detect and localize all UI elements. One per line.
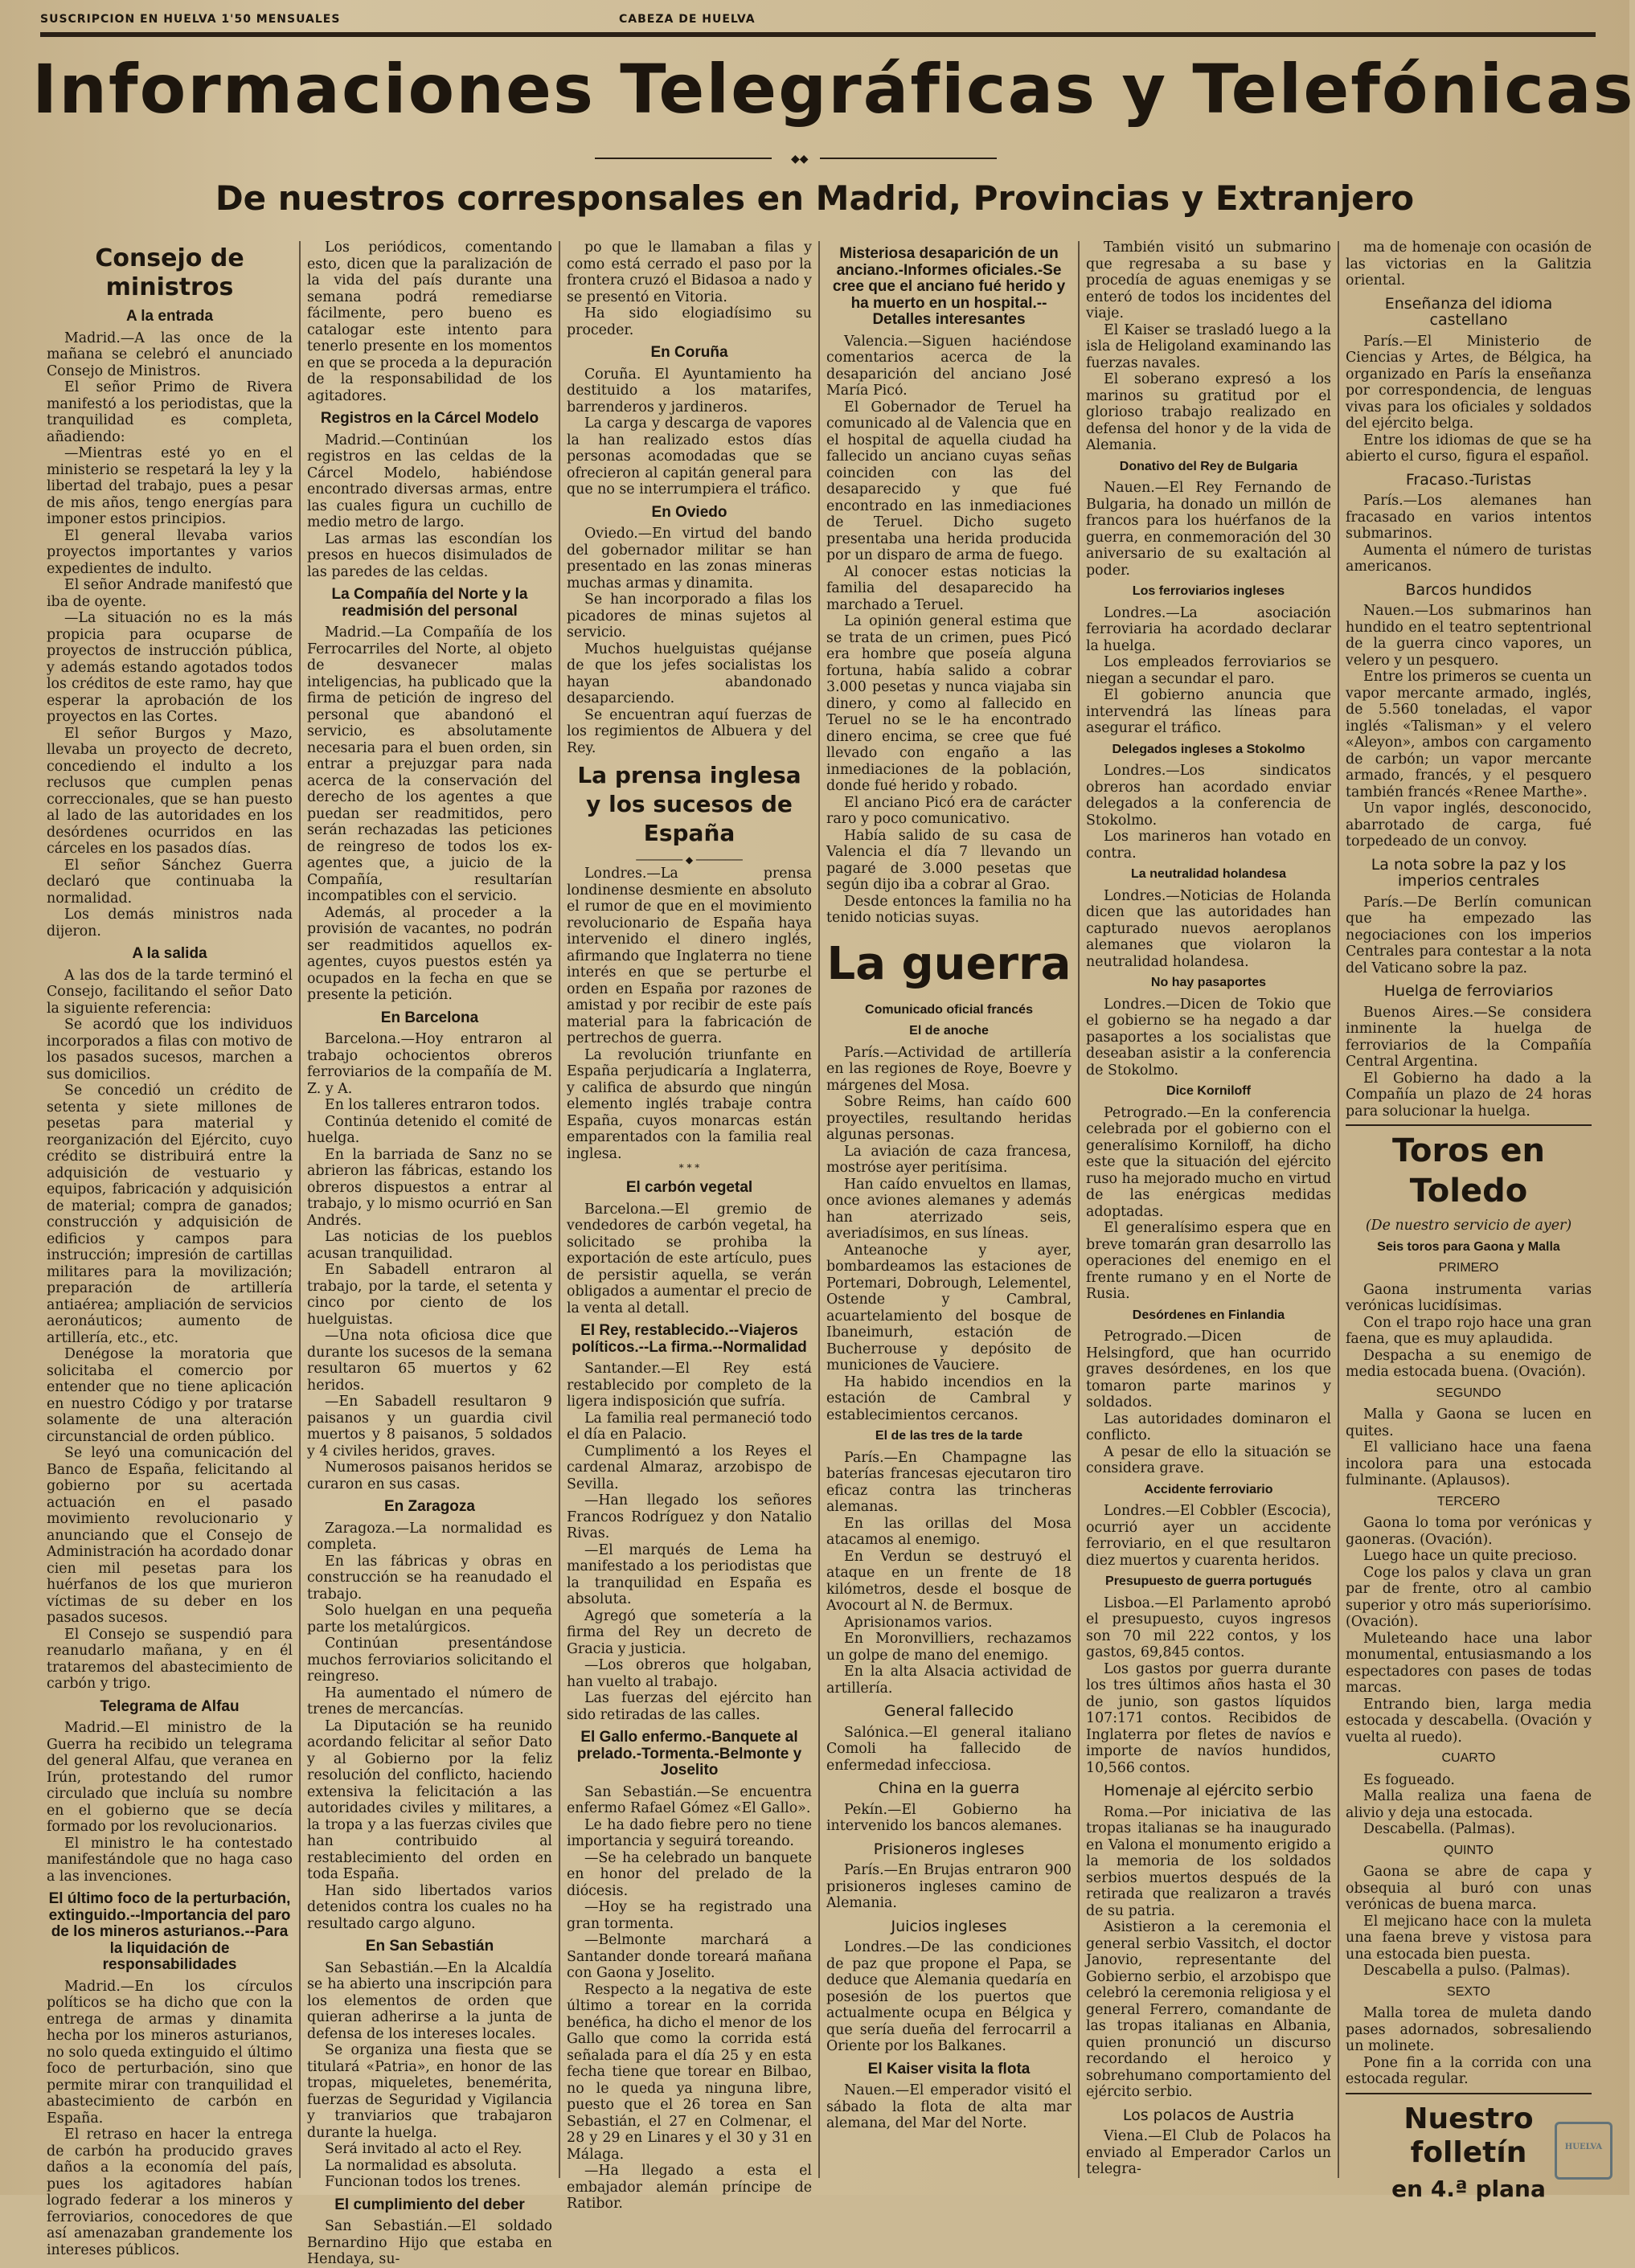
paragraph: El ministro le ha contestado manifestándole que no haga caso a las invenciones.	[47, 1835, 293, 1885]
paragraph: Las fuerzas del ejército han sido retiradas de las calles.	[567, 1690, 812, 1723]
column-rule	[1338, 241, 1339, 2178]
paragraph: Coge los palos y clava un gran par de frente, otro al cambio superior y otro más superiorísimo. (Ovación).	[1346, 1564, 1592, 1630]
column-rule	[559, 241, 560, 2178]
paragraph: Denégose la moratoria que solicitaba el comercio por entender que no tiene aplicación en nuestro Código y por tratarse solamente de una alteración circunstancial de orden público.	[47, 1346, 293, 1445]
paragraph: San Sebastián.—Se encuentra enfermo Rafael Gómez «El Gallo».	[567, 1783, 812, 1816]
paragraph: Han sido libertados varios detenidos contra los cuales no ha resultado cargo alguno.	[307, 1882, 552, 1932]
paragraph: A las dos de la tarde terminó el Consejo, facilitando el señor Dato la siguiente referencia:	[47, 967, 293, 1017]
paragraph: Entrando bien, larga media estocada y descabella. (Ovación y vuelta al ruedo).	[1346, 1696, 1592, 1746]
section-heading: En San Sebastián	[365, 1938, 494, 1955]
section-heading: En Barcelona	[380, 1009, 479, 1026]
paragraph: En la alta Alsacia actividad de artillería.	[826, 1664, 1072, 1697]
column-5	[1086, 239, 1331, 2184]
section-heading: No hay pasaportes	[1150, 976, 1267, 989]
section-heading: Desórdenes en Finlandia	[1132, 1308, 1285, 1322]
paragraph: Sobre Reims, han caído 600 proyectiles, resultando heridas algunas personas.	[826, 1094, 1072, 1143]
separator: ──────── ◆ ────────	[636, 854, 743, 866]
section-heading: Seis toros para Gaona y Malla	[1377, 1239, 1560, 1254]
section-heading: El de las tres de la tarde	[875, 1429, 1023, 1443]
paragraph: Roma.—Por iniciativa de las tropas italianas se ha inaugurado en Valona el monumento erigido a la memoria de los soldados serbios muertos después de la retirada que realizaron a través de su patria.	[1086, 1803, 1331, 1919]
paragraph: Ha habido incendios en la estación de Cambral y establecimientos cercanos.	[826, 1373, 1072, 1423]
paragraph: Londres.—La asociación ferroviaria ha acordado declarar la huelga.	[1086, 604, 1331, 654]
top-line	[40, 11, 1592, 32]
paragraph: En los talleres entraron todos.	[325, 1097, 540, 1113]
paragraph: Entre los idiomas de que se ha abierto el curso, figura el español.	[1346, 432, 1592, 465]
paragraph: El retraso en hacer la entrega de carbón ha producido graves daños a la economía del país, pues los agitadores habían logrado federar a los mineros y ferroviarios, conocedores de que así amenazaban grandemente los intereses públicos.	[47, 2127, 293, 2258]
paragraph: Oviedo.—En virtud del bando del gobernador militar se han presentado en las zonas mineras muchas armas y dinamita.	[567, 526, 812, 592]
paragraph: —Han llegado los señores Francos Rodríguez y don Natalio Rivas.	[567, 1492, 812, 1541]
column-rule	[1078, 241, 1080, 2178]
paragraph: —Mientras esté yo en el ministerio se respetará la ley y la libertad del trabajo, pues a pesar de mis años, tengo energías para imponer estos principios.	[47, 445, 293, 527]
section-heading: El Kaiser visita la flota	[867, 2060, 1031, 2078]
paragraph: El señor Burgos y Mazo, llevaba un proyecto de decreto, concediendo el indulto a los reclusos que cumplen penas correccionales, que se han puesto al lado de las autoridades en los desórdenes ocurridos en las cárceles en los pasados días.	[47, 725, 293, 857]
paragraph: El Gobernador de Teruel ha comunicado al de Valencia que en el hospital de aquella ciudad ha fallecido un anciano cuyas señas coinciden con las del desaparecido y que fué encontrado en las inmediaciones de Teruel. Dicho sugeto presentaba una herida producida por un disparo de arma de fuego.	[826, 399, 1072, 563]
section-heading: En Coruña	[650, 344, 728, 361]
paragraph: Valencia.—Siguen haciéndose comentarios acerca de la desaparición del anciano José María Picó.	[826, 333, 1072, 399]
masthead-title: Informaciones Telegráficas y Telefónicas	[32, 50, 1635, 129]
section-heading: CUARTO	[1441, 1751, 1496, 1765]
section-heading: China en la guerra	[878, 1779, 1020, 1797]
paragraph: Madrid.—A las once de la mañana se celebró el anunciado Consejo de Ministros.	[47, 330, 293, 379]
paragraph: —El marqués de Lema ha manifestado a los periodistas que la tranquilidad en España es absoluta.	[567, 1541, 812, 1607]
article-title: Consejo de ministros	[95, 244, 244, 301]
paragraph: Con el trapo rojo hace una gran faena, que es muy aplaudida.	[1346, 1314, 1592, 1347]
section-heading: TERCERO	[1436, 1494, 1501, 1509]
paragraph: Despacha a su enemigo de media estocada buena. (Ovación).	[1346, 1347, 1592, 1380]
paragraph: Entre los primeros se cuenta un vapor mercante armado, inglés, de 5.560 toneladas, el vapor inglés «Talisman» y el velero «Aleyon», ambos con cargamento de carbón; un vapor mercante armado, francés, y el pesquero también francés «Renee Marthe».	[1346, 669, 1592, 800]
paragraph: En Verdun se destruyó el ataque en un frente de 18 kilómetros, desde el bosque de Avocourt al N. de Bermux.	[826, 1548, 1072, 1614]
paragraph: Las autoridades dominaron el conflicto.	[1086, 1410, 1331, 1443]
paragraph: Malla realiza una faena de alivio y deja una estocada.	[1346, 1788, 1592, 1821]
divider	[1346, 1124, 1592, 1126]
column-4	[826, 239, 1072, 2184]
paragraph: Malla y Gaona se lucen en quites.	[1346, 1406, 1592, 1439]
paragraph: A pesar de ello la situación se considera grave.	[1086, 1443, 1331, 1476]
paragraph: —La situación no es la más propicia para ocuparse de proyectos de instrucción pública, y además estando agotados todos los créditos de este ramo, hay que esperar la aprobación de los proyectos en las Cortes.	[47, 610, 293, 725]
section-heading: La nota sobre la paz y los imperios centrales	[1371, 855, 1567, 890]
paragraph: Las armas las escondían los presos en huecos disimulados de las paredes de las celdas.	[307, 530, 552, 580]
paragraph: En las orillas del Mosa atacamos al enemigo.	[826, 1515, 1072, 1548]
section-heading: Comunicado oficial francés	[865, 1002, 1033, 1017]
section-heading: El cumplimiento del deber	[334, 2196, 525, 2213]
section-heading: A la entrada	[125, 308, 214, 325]
section-heading: Presupuesto de guerra portugués	[1105, 1574, 1312, 1588]
paragraph: Madrid.—La Compañía de los Ferrocarriles del Norte, al objeto de desvanecer malas inteligencias, ha publicado que la firma de petición de ingreso del personal que abandonó el servicio, es absolutamente necesaria para el buen orden, sin entrar a prejuzgar para nada acerca de la conservación del derecho de los agentes a que puedan ser readmitidos, pero serán rechazadas las peticiones de reingreso de todos los ex-agentes que, a juicio de la Compañía, resultarían incompatibles con el servicio.	[307, 624, 552, 904]
paragraph: —Los obreros que holgaban, han vuelto al trabajo.	[567, 1657, 812, 1690]
article-title: La prensa inglesa y los sucesos de España	[577, 762, 801, 846]
column-2	[307, 239, 552, 2267]
subscription-info: SUSCRIPCION EN HUELVA 1'50 MENSUALES	[40, 13, 341, 26]
paragraph: Continúa detenido el comité de huelga.	[307, 1113, 552, 1146]
section-heading: En Zaragoza	[384, 1498, 475, 1515]
paragraph: po que le llamaban a filas y como está cerrado el paso por la frontera cruzó el Bidasoa a nado y se presentó en Vitoria.	[567, 239, 812, 305]
paragraph: El mejicano hace con la muleta una faena breve y vistosa para una estocada bien puesta.	[1346, 1913, 1592, 1963]
paragraph: Se leyó una comunicación del Banco de España, felicitando al gobierno por su acertada actuación en el pasado movimiento revolucionario y anunciando que el Consejo de Administración ha acordado donar cien mil pesetas para los huérfanos de los que murieron víctimas de su deber en los pasados sucesos.	[47, 1445, 293, 1626]
paragraph: Un vapor inglés, desconocido, abarrotado de carga, fué torpedeado de un convoy.	[1346, 800, 1592, 849]
paragraph: Lisboa.—El Parlamento aprobó el presupuesto, cuyos ingresos son 70 mil 222 contos, y los gastos, 69,845 contos.	[1086, 1595, 1331, 1660]
column-rule	[818, 241, 820, 2178]
column-rule	[299, 241, 301, 2178]
paragraph: Se acordó que los individuos incorporados a filas con motivo de los pasados sucesos, marchen a sus domicilios.	[47, 1017, 293, 1083]
paragraph: Los periódicos, comentando esto, dicen que la paralización de la vida del país durante una semana podrá remediarse fácilmente, pero bueno es catalogar este intento para tenerlo presente en los momentos en que se proceda a la depuración de la responsabilidad de los agitadores.	[307, 239, 552, 404]
paragraph: En la barriada de Sanz no se abrieron las fábricas, estando los obreros dispuestos a entrar al trabajo, y lo mismo ocurrió en San Andrés.	[307, 1146, 552, 1229]
section-heading: El Rey, restablecido.--Viajeros políticos.--La firma.--Normalidad	[572, 1322, 807, 1356]
section-heading: A la salida	[132, 945, 207, 962]
masthead-label: CABEZA DE HUELVA	[619, 13, 756, 26]
section-heading: QUINTO	[1444, 1843, 1494, 1857]
paragraph: Madrid.—En los círculos políticos se ha dicho que con la entrega de armas y dinamita hecha por los mineros asturianos, no solo queda extinguido el último foco de perturbación, sino que permite mirar con tranquilidad el abastecimiento de carbón en España.	[47, 1978, 293, 2127]
paragraph: Cumplimentó a los Reyes el cardenal Almaraz, arzobispo de Sevilla.	[567, 1443, 812, 1492]
paragraph: En Sabadell entraron al trabajo, por la tarde, el setenta y cinco por ciento de los huelguistas.	[307, 1262, 552, 1328]
section-heading: El Gallo enfermo.-Banquete al prelado.-Tormenta.-Belmonte y Joselito	[576, 1729, 802, 1779]
paragraph: Será invitado al acto el Rey.	[325, 2141, 522, 2157]
divider	[1346, 2093, 1592, 2094]
section-heading: Los polacos de Austria	[1122, 2106, 1295, 2124]
paragraph: El señor Andrade manifestó que iba de oyente.	[47, 577, 293, 610]
section-heading: En Oviedo	[651, 503, 727, 521]
paragraph: El Consejo se suspendió para reanudarlo mañana, y en él trataremos del abastecimiento de carbón y trigo.	[47, 1626, 293, 1692]
paragraph: Es fogueado.	[1363, 1771, 1455, 1788]
paragraph: La opinión general estima que se trata de un crimen, pues Picó era hombre que poseía alguna fortuna, había salido a cobrar 3.000 pesetas y nunca viajaba sin dinero, y como al fallecido en Teruel no se le ha encontrado dinero encima, se cree que fué llevado con engaño a las inmediaciones de la población, donde fué herido y robado.	[826, 613, 1072, 794]
paragraph: Buenos Aires.—Se considera inminente la huelga de ferroviarios de la Compañía Central Argentina.	[1346, 1004, 1592, 1070]
paragraph: Madrid.—Continúan los registros en las celdas de la Cárcel Modelo, habiéndose encontrado diversas armas, entre las cuales figura un cuchillo de medio metro de largo.	[307, 432, 552, 530]
paragraph: Respecto a la negativa de este último a torear en la corrida benéfica, ha dicho el menor de los Gallo que como la corrida está señalada para el día 25 y en esta fecha tiene que torear en Bilbao, no le queda ya ninguna libre, puesto que el 26 torea en San Sebastián, el 27 en Colmenar, el 28 y 29 en Linares y el 30 y 31 en Málaga.	[567, 1981, 812, 2163]
paragraph: Londres.—Los sindicatos obreros han acordado enviar delegados a la conferencia de Stokolmo.	[1086, 763, 1331, 829]
section-heading: SEXTO	[1447, 1984, 1490, 1999]
paragraph: Se organiza una fiesta que se titulará «Patria», en honor de las tropas, miqueletes, benemérita, fuerzas de Seguridad y Vigilancia y tranviarios que trabajaron durante la huelga.	[307, 2042, 552, 2141]
paragraph: Los demás ministros nada dijeron.	[47, 907, 293, 940]
section-heading: PRIMERO	[1438, 1261, 1499, 1275]
paragraph: Las noticias de los pueblos acusan tranquilidad.	[307, 1229, 552, 1262]
paragraph: Asistieron a la ceremonia el general serbio Vassitch, el doctor Janovio, representante del Gobierno serbio, el arzobispo que celebró la ceremonia religiosa y el general Ferrero, comandante de las tropas italianas en Albania, quien pronunció un discurso recordando el heroico y sobrehumano comportamiento del ejército serbio.	[1086, 1919, 1331, 2100]
paragraph: Funcionan todos los trenes.	[325, 2174, 522, 2190]
paragraph: En Moronvilliers, rechazamos un golpe de mano del enemigo.	[826, 1631, 1072, 1664]
paragraph: Descabella. (Palmas).	[1363, 1821, 1515, 1837]
paragraph: Desde entonces la familia no ha tenido noticias suyas.	[826, 893, 1072, 926]
paragraph: San Sebastián.—El soldado Bernardino Hijo que estaba en Hendaya, su-	[307, 2218, 552, 2267]
paragraph: Pone fin a la corrida con una estocada regular.	[1346, 2054, 1592, 2087]
paragraph: Han caído envueltos en llamas, once aviones alemanes y además han aterrizado seis, averiadísimos, en sus líneas.	[826, 1176, 1072, 1242]
paragraph: El generalísimo espera que en breve tomarán gran desarrollo las operaciones del enemigo en el frente rumano y en el Norte de Rusia.	[1086, 1220, 1331, 1302]
section-heading: El carbón vegetal	[625, 1179, 753, 1196]
paragraph: La carga y descarga de vapores la han realizado estos días personas acomodadas que se ofrecieron al capitán general para que no se interrumpiera el tráfico.	[567, 416, 812, 497]
paragraph: —Belmonte marchará a Santander donde toreará mañana con Gaona y Joselito.	[567, 1932, 812, 1981]
paragraph: Londres.—De las condiciones de paz que propone el Papa, se deduce que Alemania quedaría en posesión de los puertos que actualmente ocupa en Bélgica y que sería dueña del ferrocarril a Oriente por los Balkanes.	[826, 1939, 1072, 2054]
section-heading: Homenaje al ejército serbio	[1103, 1782, 1314, 1799]
paragraph: Nauen.—Los submarinos han hundido en el teatro septentrional de la guerra cinco vapores, un velero y un pesquero.	[1346, 603, 1592, 669]
paragraph: Continúan presentándose muchos ferroviarios solicitando el reingreso.	[307, 1635, 552, 1685]
paragraph: Petrogrado.—En la conferencia celebrada por el gobierno con el generalísimo Korniloff, ha dicho este que la situación del ejército ruso ha mejorado mucho en virtud de las enérgicas medidas adoptadas.	[1086, 1104, 1331, 1220]
paragraph: Había salido de su casa de Valencia el día 7 llevando un pagaré de 3.000 pesetas que según dijo iba a cobrar al Grao.	[826, 827, 1072, 893]
paragraph: —Se ha celebrado un banquete en honor del prelado de la diócesis.	[567, 1849, 812, 1899]
paragraph: El gobierno anuncia que intervendrá las líneas para asegurar el tráfico.	[1086, 687, 1331, 736]
paragraph: La Diputación se ha reunido acordando felicitar al señor Dato y al Gobierno por la feliz resolución del conflicto, haciendo extensiva la felicitación a las autoridades civiles y militares, a la tropa y a las fuerzas civiles que han contribuido al restablecimiento del orden en toda España.	[307, 1717, 552, 1882]
section-subtitle: De nuestros corresponsales en Madrid, Provincias y Extranjero	[215, 178, 1415, 218]
paragraph: Salónica.—El general italiano Comoli ha fallecido de enfermedad infecciosa.	[826, 1724, 1072, 1774]
paragraph: Anteanoche y ayer, bombardeamos las estaciones de Portemari, Dobrough, Lelementel, Ostende y Cambral, acuartelamiento del bosque de Ibaneimurh, estación de Bucherrouse y depósito de municiones de Vauciere.	[826, 1242, 1072, 1373]
paragraph: Ha sido elogiadísimo su proceder.	[567, 305, 812, 338]
paragraph: San Sebastián.—En la Alcaldía se ha abierto una inscripción para los elementos de orden que quieran adherirse a la junta de defensa de los intereses locales.	[307, 1959, 552, 2042]
section-heading: Telegrama de Alfau	[100, 1697, 240, 1715]
paragraph: Descabella a pulso. (Palmas).	[1363, 1963, 1571, 1979]
folletin-subtitle: en 4.ª plana	[1391, 2175, 1546, 2202]
paragraph: Muchos huelguistas quéjanse de que los jefes socialistas los hayan abandonado desaparciendo.	[567, 641, 812, 706]
paragraph: Se encuentran aquí fuerzas de los regimientos de Albuera y del Rey.	[567, 706, 812, 756]
paragraph: El valliciano hace una faena incolora para una estocada fulminante. (Aplausos).	[1346, 1439, 1592, 1488]
paragraph: El general llevaba varios proyectos importantes y varios expedientes de indulto.	[47, 527, 293, 577]
paragraph: Luego hace un quite precioso.	[1363, 1548, 1578, 1564]
paragraph: Gaona lo toma por verónicas y gaoneras. (Ovación).	[1346, 1515, 1592, 1548]
paragraph: Barcelona.—El gremio de vendedores de carbón vegetal, ha solicitado se prohiba la exportación de este artículo, pues de persistir aquella, se verán obligados a aumentar el precio de la venta al detall.	[567, 1201, 812, 1316]
paragraph: —Una nota oficiosa dice que durante los sucesos de la semana resultaron 65 muertos y 62 heridos.	[307, 1328, 552, 1394]
section-heading: El último foco de la perturbación, extinguido.--Importancia del paro de los mineros asturianos.--Para la liquidación de responsabilidades	[48, 1890, 291, 1973]
paragraph: Numerosos paisanos heridos se curaron en sus casas.	[307, 1459, 552, 1492]
paragraph: Los marineros han votado en contra.	[1086, 829, 1331, 862]
paragraph: Malla torea de muleta dando pases adornados, sobresaliendo un molinete.	[1346, 2005, 1592, 2054]
paragraph: El Gobierno ha dado a la Compañía un plazo de 24 horas para solucionar la huelga.	[1346, 1070, 1592, 1120]
paragraph: París.—En Champagne las baterías francesas ejecutaron tiro eficaz contra las trincheras alemanas.	[826, 1449, 1072, 1515]
paragraph: La familia real permaneció todo el día en Palacio.	[567, 1410, 812, 1443]
paragraph: Pekín.—El Gobierno ha intervenido los bancos alemanes.	[826, 1801, 1072, 1834]
paragraph: La aviación de caza francesa, mostróse ayer peritísima.	[826, 1143, 1072, 1176]
paragraph: Los empleados ferroviarios se niegan a secundar el paro.	[1086, 654, 1331, 687]
paragraph: —En Sabadell resultaron 9 paisanos y un guardia civil muertos y 8 paisanos, 5 soldados y 4 civiles heridos, graves.	[307, 1394, 552, 1459]
section-heading: La Compañía del Norte y la readmisión del personal	[331, 586, 528, 620]
section-heading: Prisioneros ingleses	[873, 1840, 1025, 1858]
column-3	[567, 239, 812, 2212]
section-heading: Fracaso.-Turistas	[1405, 470, 1532, 489]
section-heading: SEGUNDO	[1436, 1386, 1502, 1400]
paragraph: Muleteando hace una labor monumental, entusiasmando a los espectadores con pases de todas marcas.	[1346, 1630, 1592, 1696]
paragraph: Gaona instrumenta varias verónicas lucidísimas.	[1346, 1281, 1592, 1314]
separator: * * *	[678, 1162, 700, 1173]
paragraph: Coruña. El Ayuntamiento ha destituido a los matarifes, barrenderos y jardineros.	[567, 366, 812, 416]
paragraph: París.—En Brujas entraron 900 prisioneros ingleses camino de Alemania.	[826, 1862, 1072, 1911]
paragraph: —Hoy se ha registrado una gran tormenta.	[567, 1899, 812, 1932]
paragraph: Zaragoza.—La normalidad es completa.	[307, 1520, 552, 1553]
paragraph: El señor Primo de Rivera manifestó a los periodistas, que la tranquilidad es completa, añadiendo:	[47, 379, 293, 445]
subtitle: (De nuestro servicio de ayer)	[1365, 1218, 1572, 1234]
paragraph: París.—El Ministerio de Ciencias y Artes, de Bélgica, ha organizado en París la enseñanza por correspondencia, de lenguas vivas para los oficiales y soldados del ejército belga.	[1346, 333, 1592, 432]
section-heading: Barcos hundidos	[1405, 580, 1532, 599]
paragraph: Londres.—Noticias de Holanda dicen que las autoridades han capturado nuevos aeroplanos alemanes que violaron la neutralidad holandesa.	[1086, 887, 1331, 970]
paragraph: Los gastos por guerra durante los tres últimos años hasta el 30 de junio, son gastos líquidos 107:171 contos. Recibidos de Inglaterra por fletes de navíos e importe de navíos hundidos, 10,566 contos.	[1086, 1660, 1331, 1776]
paragraph: —Ha llegado a esta el embajador alemán príncipe de Ratibor.	[567, 2163, 812, 2212]
paragraph: Londres.—El Cobbler (Escocia), ocurrió ayer un accidente ferroviario, en el que resultaron diez muertos y cuarenta heridos.	[1086, 1503, 1331, 1569]
top-rule	[40, 32, 1596, 37]
paragraph: Petrogrado.—Dicen de Helsingford, que han ocurrido graves desórdenes, en los que tomaron parte marinos y soldados.	[1086, 1328, 1331, 1410]
paragraph: Nauen.—El Rey Fernando de Bulgaria, ha donado un millón de francos para los huérfanos de la guerra, en conmemoración del 30 aniversario de su exaltación al poder.	[1086, 480, 1331, 579]
paragraph: El Kaiser se trasladó luego a la isla de Heligoland examinando las fuerzas navales.	[1086, 321, 1331, 371]
paragraph: Solo huelgan en una pequeña parte los metalúrgicos.	[307, 1603, 552, 1635]
paragraph: Se han incorporado a filas los picadores de minas sujetos al servicio.	[567, 592, 812, 641]
paragraph: Londres.—La prensa londinense desmiente en absoluto el rumor de que en el movimiento revolucionario de España haya intervenido el dinero inglés, afirmando que Inglaterra no tiene interés en que se perturbe el orden en España por razones de amistad y por recibir de este país material para la fabricación de pertrechos de guerra.	[567, 866, 812, 1046]
paragraph: Aprisionamos varios.	[844, 1614, 993, 1631]
paragraph: En las fábricas y obras en construcción se ha reanudado el trabajo.	[307, 1553, 552, 1603]
section-heading: Misteriosa desaparición de un anciano.-Informes oficiales.-Se cree que el anciano fué herido y ha muerto en un hospital.--Detalles interesantes	[832, 245, 1066, 328]
column-6	[1346, 239, 1592, 2202]
paragraph: Nauen.—El emperador visitó el sábado la flota de alta mar alemana, del Mar del Norte.	[826, 2082, 1072, 2131]
section-heading: Enseñanza del idioma castellano	[1384, 294, 1553, 329]
paragraph: El señor Sánchez Guerra declaró que continuaba la normalidad.	[47, 857, 293, 907]
folletin-title: Nuestro folletín	[1403, 2102, 1534, 2169]
paragraph: Londres.—Dicen de Tokio que el gobierno se ha negado a dar pasaportes a los socialistas que deseaban asistir a la conferencia de Stokolmo.	[1086, 996, 1331, 1079]
section-heading: La neutralidad holandesa	[1131, 867, 1286, 881]
section-heading: Accidente ferroviario	[1144, 1482, 1273, 1496]
section-heading: Registros en la Cárcel Modelo	[320, 410, 539, 427]
paragraph: Barcelona.—Hoy entraron al trabajo ochocientos obreros ferroviarios de la compañía de M. Z. y A.	[307, 1031, 552, 1097]
section-heading: Huelga de ferroviarios	[1383, 982, 1554, 1000]
article-title: La guerra	[826, 937, 1072, 990]
paragraph: El anciano Picó era de carácter raro y poco comunicativo.	[826, 794, 1072, 827]
ornament-divider: ◆◆	[595, 153, 997, 164]
paragraph: Además, al proceder a la provisión de vacantes, no podrán ser readmitidos aquellos ex-agentes, cuyos puestos estén ya ocupados en la fecha en que se presente la petición.	[307, 904, 552, 1003]
paragraph: El soberano expresó a los marinos su gratitud por el glorioso trabajo realizado en defensa del honor y de la vida de Alemania.	[1086, 371, 1331, 453]
paragraph: Ha aumentado el número de trenes de mercancías.	[307, 1685, 552, 1717]
paragraph: Santander.—El Rey está restablecido por completo de la ligera indisposición que sufría.	[567, 1361, 812, 1410]
library-stamp: HUELVA	[1555, 2122, 1612, 2180]
paragraph: La revolución triunfante en España perjudicaría a Inglaterra, y califica de absurdo que ningún elemento inglés trabaje contra España, cuyos monarcas están emparentados con la familia real inglesa.	[567, 1046, 812, 1162]
paragraph: Gaona se abre de capa y obsequia al buró con unas verónicas de buena marca.	[1346, 1864, 1592, 1913]
paragraph: París.—Los alemanes han fracasado en varios intentos submarinos.	[1346, 493, 1592, 542]
paragraph: También visitó un submarino que regresaba a su base y procedía de aguas enemigas y se enteró de todos los incidentes del viaje.	[1086, 239, 1331, 321]
column-1	[47, 239, 293, 2258]
paragraph: Madrid.—El ministro de la Guerra ha recibido un telegrama del general Alfau, que veranea en Irún, protestando del rumor circulado que incluía su nombre en el gobierno que se decía formado por los revolucionarios.	[47, 1720, 293, 1835]
section-heading: General fallecido	[884, 1702, 1014, 1720]
section-heading: Donativo del Rey de Bulgaria	[1119, 459, 1298, 473]
section-heading: Los ferroviarios ingleses	[1132, 584, 1285, 598]
paragraph: Le ha dado fiebre pero no tiene importancia y seguirá toreando.	[567, 1816, 812, 1849]
paragraph: Viena.—El Club de Polacos ha enviado al Emperador Carlos un telegra-	[1086, 2128, 1331, 2177]
paragraph: París.—Actividad de artillería en las regiones de Roye, Boevre y márgenes del Mosa.	[826, 1044, 1072, 1094]
paragraph: Agregó que sometería a la firma del Rey un decreto de Gracia y justicia.	[567, 1607, 812, 1657]
paragraph: La normalidad es absoluta.	[325, 2157, 517, 2174]
section-heading: Juicios ingleses	[891, 1917, 1007, 1935]
paragraph: ma de homenaje con ocasión de las victorias en la Galitzia oriental.	[1346, 239, 1592, 289]
section-heading: El de anoche	[909, 1024, 989, 1038]
paragraph: Aumenta el número de turistas americanos.	[1346, 542, 1592, 575]
paragraph: París.—De Berlín comunican que ha empezado las negociaciones con los imperios Centrales para contestar a la nota del Vaticano sobre la paz.	[1346, 894, 1592, 976]
section-heading: Dice Korniloff	[1166, 1084, 1251, 1098]
section-heading: Delegados ingleses a Stokolmo	[1112, 742, 1305, 756]
article-title: Toros en Toledo	[1392, 1132, 1545, 1210]
paragraph: Al conocer estas noticias la familia del desaparecido ha marchado a Teruel.	[826, 563, 1072, 613]
paragraph: Se concedió un crédito de setenta y siete millones de pesetas para material y reorganización del Ejército, cuyo crédito se distribuirá entre la adquisición de vestuario y equipos, fabricación y adquisición de material; compra de ganados; construcción y adquisición de edificios y campos para instrucción; impresión de cartillas militares para la movilización; preparación de artillería antiaérea; ampliación de servicios aeronáuticos; aumento de artillería, etc., etc.	[47, 1083, 293, 1346]
